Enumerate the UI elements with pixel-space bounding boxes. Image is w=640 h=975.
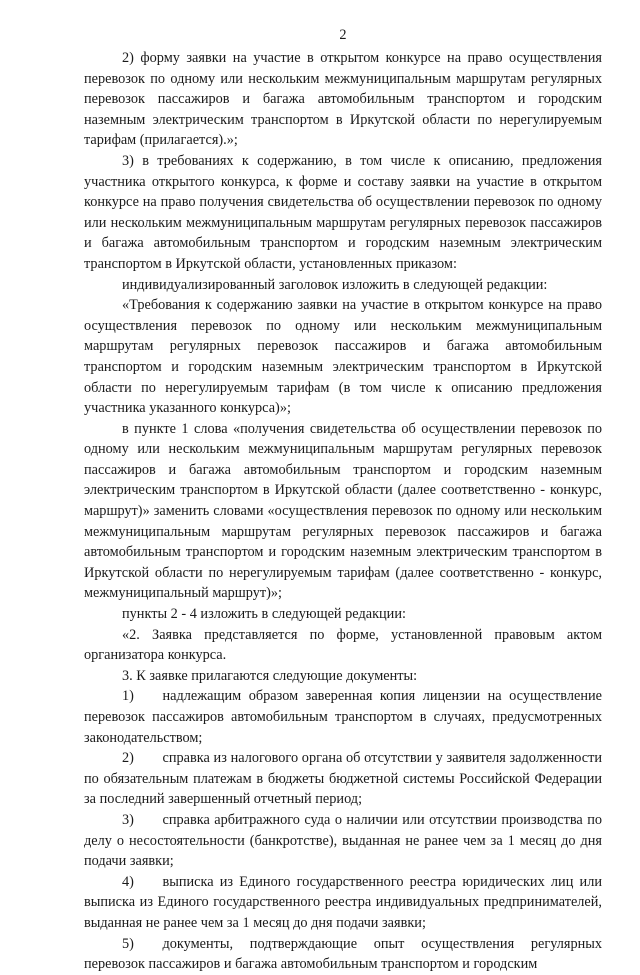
document-body bbox=[84, 48, 602, 975]
paragraph-heading-instruction: индивидуализированный заголовок изложить в следующей редакции: bbox=[122, 276, 548, 293]
paragraph-point-1-replacement: в пункте 1 слова «получения свидетельства об осуществлении перевозок по одному или нескольким межмуниципальным маршрутам регулярных перевозок пассажиров и багажа автомобильным транспортом и городским наземным электрическим транспортом в Иркутской области (далее соответственно - конкурс, маршрут)» заменить словами «осуществления перевозок по одному или нескольким межмуниципальным маршрутам регулярных перевозок пассажиров и багажа автомобильным транспортом и городским наземным электрическим транспортом в Иркутской области по нерегулируемым тарифам (далее соответственно - конкурс, межмуниципальный маршрут)»; bbox=[84, 420, 602, 602]
paragraph-item-2-form: 2) форму заявки на участие в открытом конкурсе на право осуществления перевозок по одному или нескольким межмуниципальным маршрутам регулярных перевозок пассажиров и багажа автомобильным транспортом и городским наземным электрическим транспортом в Иркутской области по нерегулируемым тарифам (прилагается).»; bbox=[84, 50, 602, 149]
page-number: 2 bbox=[339, 27, 347, 43]
list-item-5-experience-documents: 5) документы, подтверждающие опыт осуществления регулярных перевозок пассажиров и багажа автомобильным транспортом и городским bbox=[84, 935, 602, 973]
paragraph-point-3-documents: 3. К заявке прилагаются следующие документы: bbox=[122, 667, 418, 684]
paragraph-point-2-form: «2. Заявка представляется по форме, установленной правовым актом организатора конкурса. bbox=[84, 626, 602, 664]
list-item-4-registry-extract: 4) выписка из Единого государственного реестра юридических лиц или выписка из Единого государственного реестра индивидуальных предпринимателей, выданная не ранее чем за 1 месяц до дня подачи заявки; bbox=[84, 873, 602, 931]
paragraph-points-2-4-instruction: пункты 2 - 4 изложить в следующей редакции: bbox=[122, 606, 406, 623]
document-page bbox=[84, 0, 602, 973]
paragraph-item-3-requirements: 3) в требованиях к содержанию, в том числе к описанию, предложения участника открытого конкурса, к форме и составу заявки на участие в открытом конкурсе на право получения свидетельства об осуществлении перевозок по одному или нескольким межмуниципальным маршрутам регулярных перевозок пассажиров и багажа автомобильным транспортом и городским наземным электрическим транспортом в Иркутской области, установленных приказом: bbox=[84, 152, 602, 272]
list-item-3-court-certificate: 3) справка арбитражного суда о наличии или отсутствии производства по делу о несостоятельности (банкротстве), выданная не ранее чем за 1 месяц до дня подачи заявки; bbox=[84, 811, 602, 870]
paragraph-new-heading: «Требования к содержанию заявки на участие в открытом конкурсе на право осуществления перевозок по одному или нескольким межмуниципальным маршрутам регулярных перевозок пассажиров и багажа автомобильным транспортом и городским наземным электрическим транспортом в Иркутской области по нерегулируемым тарифам (в том числе к описанию предложения участника указанного конкурса)»; bbox=[84, 297, 602, 417]
list-item-2-tax-certificate: 2) справка из налогового органа об отсутствии у заявителя задолженности по обязательным платежам в бюджеты бюджетной системы Российской Федерации за последний завершенный отчетный период; bbox=[84, 750, 602, 808]
list-item-1-license: 1) надлежащим образом заверенная копия лицензии на осуществление перевозок пассажиров автомобильным транспортом в случаях, предусмотренных законодательством; bbox=[84, 688, 602, 746]
